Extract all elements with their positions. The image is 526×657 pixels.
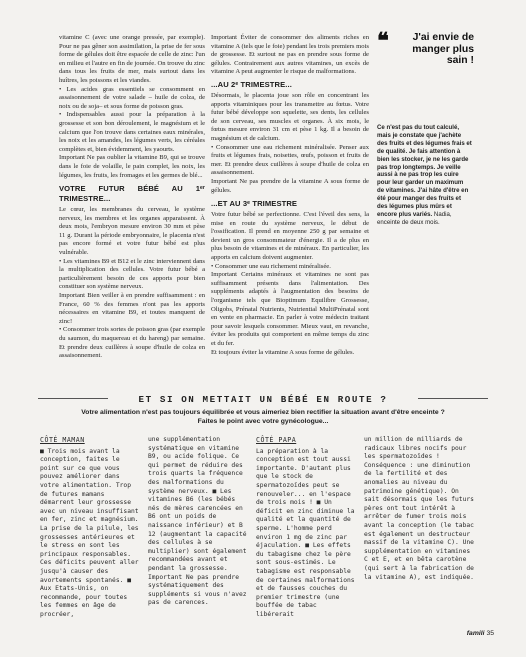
quote-body	[377, 124, 472, 227]
paragraph: • Consommer une eau richement minéralisée.	[211, 262, 331, 270]
paragraph: Désormais, le placenta joue son rôle en concentrant les apports vitaminiques pour les transmettre au fœtus. Votre futur bébé développe son squelette, ses dents, les cellules de son cerveau, ses muscles et organes. À six mois, le fœtus mesure environ 31 cm et pèse 1 kg. Il a besoin de magnésium et de calcium.	[211, 91, 369, 142]
section-heading-trimester-2: ...AU 2ᵉ TRIMESTRE...	[211, 79, 292, 89]
paragraph: • Indispensables aussi pour la préparation à la grossesse et son bon déroulement, le magnésium et le calcium que l'on trouve dans certaines eaux minérales, les noix et les amandes, les légumes verts, les céréales complètes et, bien évidemment, les yaourts.	[59, 111, 205, 153]
paragraph: • Consommer une eau richement minéralisée. Penser aux fruits et légumes frais, noisettes, œufs, poisson et fruits de mer. Et prendre deux cuillères à soupe d'huile de colza en assaisonnement.	[211, 143, 369, 177]
paragraph: Et toujours éviter la vitamine A sous forme de gélules.	[211, 348, 355, 356]
fax-text: ■ Trois mois avant la conception, faites le point sur ce que vous pouvez améliorer dans votre alimentation. Trop de futures mamans démarrent leur grossesse avec un niveau insuffisant en fer, zinc et magnésium. La prise de la pilule, les grossesses antérieures et le stress en sont les principaux responsables. Ces déficits peuvent aller jusqu'à causer des avortements spontanés. ■ Aux Etats-Unis, on recommande, pour toutes les femmes en âge de procréer,	[40, 447, 139, 618]
fax-heading-papa: CÔTÉ PAPA	[256, 436, 297, 444]
divider	[38, 398, 108, 399]
quote-signature: Nadia, enceinte de deux mois.	[377, 210, 452, 226]
paragraph: Important Certains minéraux et vitamines ne sont pas suffisamment présents dans l'alimentation. Des suppléments adaptés à l'augmentation des besoins de l'organisme tels que Bioptimum Equilibre Grossesse, Oligobs, Prénatal Nutrients, Nutriential MultiPrénatal sont en vente en pharmacie. En parler à votre médecin traitant pour savoir lesquels consommer. Mieux vaut, en revanche, éviter les produits qui comportent en même temps du zinc et du fer.	[211, 271, 369, 347]
banner	[38, 394, 488, 426]
quote-mark-icon: ❝	[377, 28, 389, 53]
fax-heading-maman: CÔTÉ MAMAN	[40, 436, 85, 444]
paragraph: Important Ne pas prendre de la vitamine A sous forme de gélules.	[211, 177, 369, 194]
paragraph: Important Bien veiller à en prendre suffisamment : en France, 60 % des femmes n'ont pas les apports nécessaires en vitamine B9, et toutes manquent de zinc!	[59, 292, 205, 325]
divider	[418, 398, 488, 399]
magazine-name: famili	[466, 630, 485, 637]
fax-text: un million de milliards de radicaux libres nocifs pour les spermatozoïdes ! Conséquence : une diminution de la fertilité et des anomalies au niveau du patrimoine génétique). On sait désormais que les futurs pères ont tout intérêt à arrêter de fumer trois mois avant la conception (le tabac est également un destructeur massif de la vitamine C). Une supplémentation en vitamines C et E, et en bêta carotène (qui sert à la fabrication de la vitamine A), est indiquée.	[364, 436, 474, 581]
article-column-2	[211, 34, 369, 357]
banner-subtitle-2: Faites le point avec votre gynécologue...	[197, 417, 329, 425]
paragraph: Important Ne pas oublier la vitamine B9, qui se trouve dans le foie de volaille, le pain complet, les noix, les légumes, les fruits, les fromages et les germes de blé...	[59, 154, 205, 179]
paragraph: • Les acides gras essentiels se consomment en assaisonnement de votre salade – huile de colza, de noix ou de soja– et sous forme de poisson gras.	[59, 85, 205, 110]
article-column-1	[59, 34, 205, 361]
banner-subtitle: Votre alimentation n'est pas toujours équilibrée et vous aimeriez bien rectifier la situation avant d'être enceinte ?	[81, 409, 445, 416]
banner-title: ET SI ON METTAIT UN BÉBÉ EN ROUTE ?	[138, 394, 388, 405]
paragraph: vitamine C (avec une orange pressée, par exemple). Pour ne pas gêner son assimilation, la prise de fer sous forme de gélules doit être espacée de celle de zinc: l'un en milieu et l'autre en fin de journée. On trouve du zinc dans tous les fruits de mer, mais surtout dans les huîtres, les poissons et les viandes.	[59, 34, 205, 84]
paragraph: Important Éviter de consommer des aliments riches en vitamine A (tels que le foie) pendant les trois premiers mois de grossesse. Et surtout ne pas en prendre sous forme de gélules. Contrairement aux autres vitamines, un excès de vitamine A peut augmenter le risque de malformations.	[211, 34, 369, 76]
fax-column-4	[364, 436, 474, 582]
quote-text: Ce n'est pas du tout calculé, mais je constate que j'achète des fruits et des légumes frais et de qualité. Je fais attention à bien les stocker, je ne les garde pas trop longtemps. Je veille aussi à ne pas trop les cuire pour leur garder un maximum de vitamines. J'ai hâte d'être en été pour manger des fruits et des légumes plus mûrs et encore plus variés.	[377, 124, 472, 218]
section-heading-trimester-1: VOTRE FUTUR BÉBÉ AU 1ᵉʳ TRIMESTRE...	[59, 184, 205, 204]
paragraph: • Les vitamines B9 et B12 et le zinc interviennent dans la multiplication des cellules. Votre futur bébé a particulièrement besoin de ces apports pour bien constituer son système nerveux.	[59, 257, 205, 291]
fax-column-3	[256, 436, 356, 619]
paragraph: Le cœur, les membranes du cerveau, le système nerveux, les membres et les organes apparaissent. À deux mois, l'embryon mesure environ 30 mm et pèse 11 g. Durant la période embryonnaire, le placenta n'est pas encore formé et votre futur bébé est plus vulnérable.	[59, 206, 205, 257]
fax-column-1	[40, 436, 140, 619]
page-footer	[467, 630, 494, 637]
page-number: 35	[486, 630, 494, 637]
paragraph: Votre futur bébé se perfectionne. C'est l'éveil des sens, la mise en route du système nerveux, le début de l'ossification. Il prend en moyenne 250 g par semaine et devient un gros consommateur d'énergie. Il a de plus en plus besoin de vitamines et de minéraux. En particulier, les apports en calcium doivent augmenter.	[211, 211, 369, 262]
fax-text: une supplémentation systématique en vitamine B9, ou acide folique. Ce qui permet de réduire des trois quarts la fréquence des malformations du système nerveux. ■ Les vitamines B6 (les bébés nés de mères carencées en B6 ont un poids de naissance inférieur) et B 12 (augmentant la capacité des cellules à se multiplier) sont également recommandées avant et pendant la grossesse. Important Ne pas prendre systématiquement des suppléments si vous n'avez pas de carences.	[148, 436, 247, 607]
fax-text: La préparation à la conception est tout aussi importante. D'autant plus que le stock de spermatozoïdes peut se renouveler... en l'espace de trois mois ! ■ Un déficit en zinc diminue la qualité et la quantité de sperme. L'homme perd environ 1 mg de zinc par éjaculation. ■ Les effets du tabagisme chez le père sont sous-estimés. Le tabagisme est responsable de certaines malformations et de fausses couches du premier trimestre (une bouffée de tabac libérerait	[256, 447, 355, 618]
paragraph: • Consommer trois sortes de poisson gras (par exemple du saumon, du maquereau et du hareng) par semaine. Et prendre deux cuillères à soupe d'huile de colza en assaisonnement.	[59, 326, 205, 360]
section-heading-trimester-3: ...ET AU 3ᵉ TRIMESTRE	[211, 199, 298, 209]
fax-column-2	[148, 436, 248, 608]
quote-heading: J'ai envie de manger plus sain !	[412, 32, 474, 67]
